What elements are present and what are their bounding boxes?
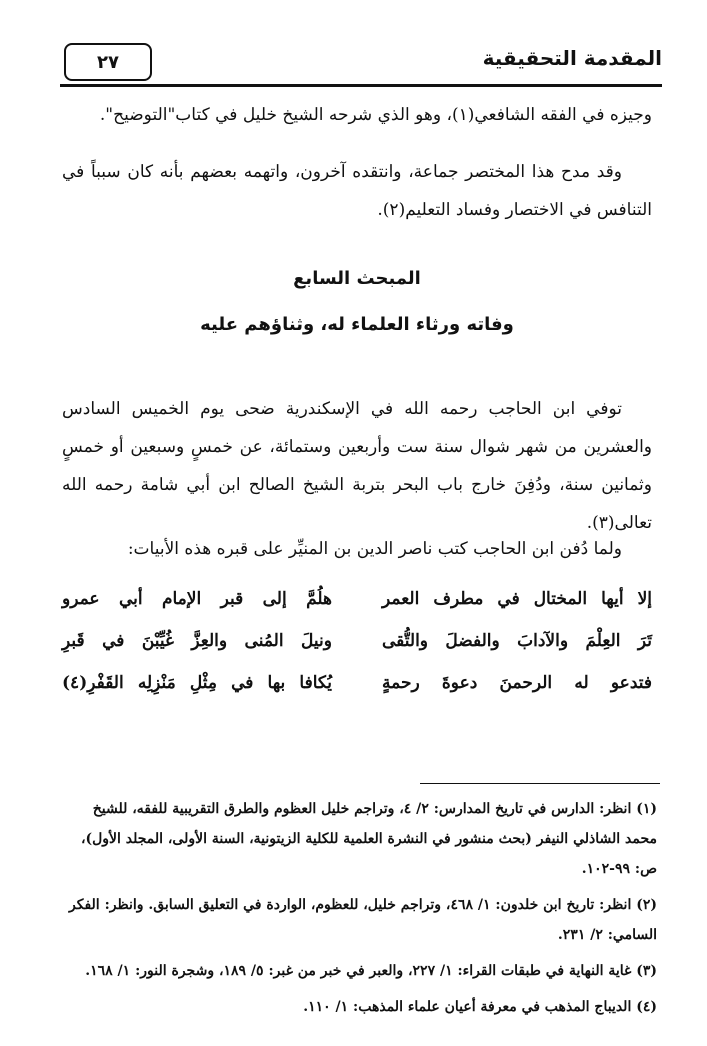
paragraph-3: توفي ابن الحاجب رحمه الله في الإسكندرية ضحى يوم الخميس السادس والعشرين من شهر شوال سنة ست وأربعين وستمائة، عن خمسٍ وسبعين أو خمسٍ وثمانين سنة، ودُفِنَ خارج باب البحر بتربة الشيخ الصالح ابن أبي شامة رحمه الله تعالى(٣). [62,399,652,533]
footnote-separator [420,783,660,784]
poem-hemistich-left: هلُمَّ إلى قبر الإمام أبي عمرو [62,589,332,609]
poem-hemistich-left: يُكافا بها في مِثْلِ مَنْزِلِه القَفْرِ(٤) [62,673,332,693]
page-number: ٢٧ [64,43,152,81]
paragraph-2: وقد مدح هذا المختصر جماعة، وانتقده آخرون، واتهمه بعضهم بأنه كان سبباً في التنافس في الاختصار وفساد التعليم(٢). [62,162,652,220]
poem-hemistich-left: ونيلَ المُنى والعِزَّ غُيِّبْنَ في قَبرِ [62,631,332,651]
poem-verse [62,620,652,662]
running-title: المقدمة التحقيقية [482,46,662,70]
section-title: المبحث السابع [293,268,421,289]
footnote-2: (٢) انظر: تاريخ ابن خلدون: ١/ ٤٦٨، وتراجم خليل، للعظوم، الواردة في التعليق السابق. وانظر: الفكر السامي: ٢/ ٢٣١. [69,897,657,943]
poem-hemistich-right: فتدعو له الرحمنَ دعوةَ رحمةٍ [382,673,652,693]
poem-hemistich-right: إلا أيها المختال في مطرف العمر [382,589,652,609]
footnote-4: (٤) الديباج المذهب في معرفة أعيان علماء المذهب: ١/ ١١٠. [303,999,657,1015]
footnote-1: (١) انظر: الدارس في تاريخ المدارس: ٢/ ٤، وتراجم خليل العظوم والطرق التقريبية للفقه، للشيخ محمد الشاذلي النيفر (بحث منشور في النشرة العلمية للكلية الزيتونية، السنة الأولى، المجلد الأول)، ص: ٩٩-١٠٢. [80,801,657,877]
poem-hemistich-right: تَرَ العِلْمَ والآدابَ والفضلَ والتُّقى [382,631,652,651]
footnote-3: (٣) غاية النهاية في طبقات القراء: ١/ ٢٢٧، والعبر في خبر من غبر: ٥/ ١٨٩، وشجرة النور: ١/ ١٦٨. [85,963,657,979]
poem-verse [62,662,652,704]
poem-verse [62,578,652,620]
header-rule [60,84,662,87]
section-subtitle: وفاته ورثاء العلماء له، وثناؤهم عليه [200,314,514,335]
poem [62,578,652,704]
footnotes [58,794,657,1028]
paragraph-1: وجيزه في الفقه الشافعي(١)، وهو الذي شرحه الشيخ خليل في كتاب"التوضيح". [99,105,652,125]
page-header [60,40,662,90]
paragraph-4: ولما دُفن ابن الحاجب كتب ناصر الدين بن المنيِّر على قبره هذه الأبيات: [127,539,622,559]
